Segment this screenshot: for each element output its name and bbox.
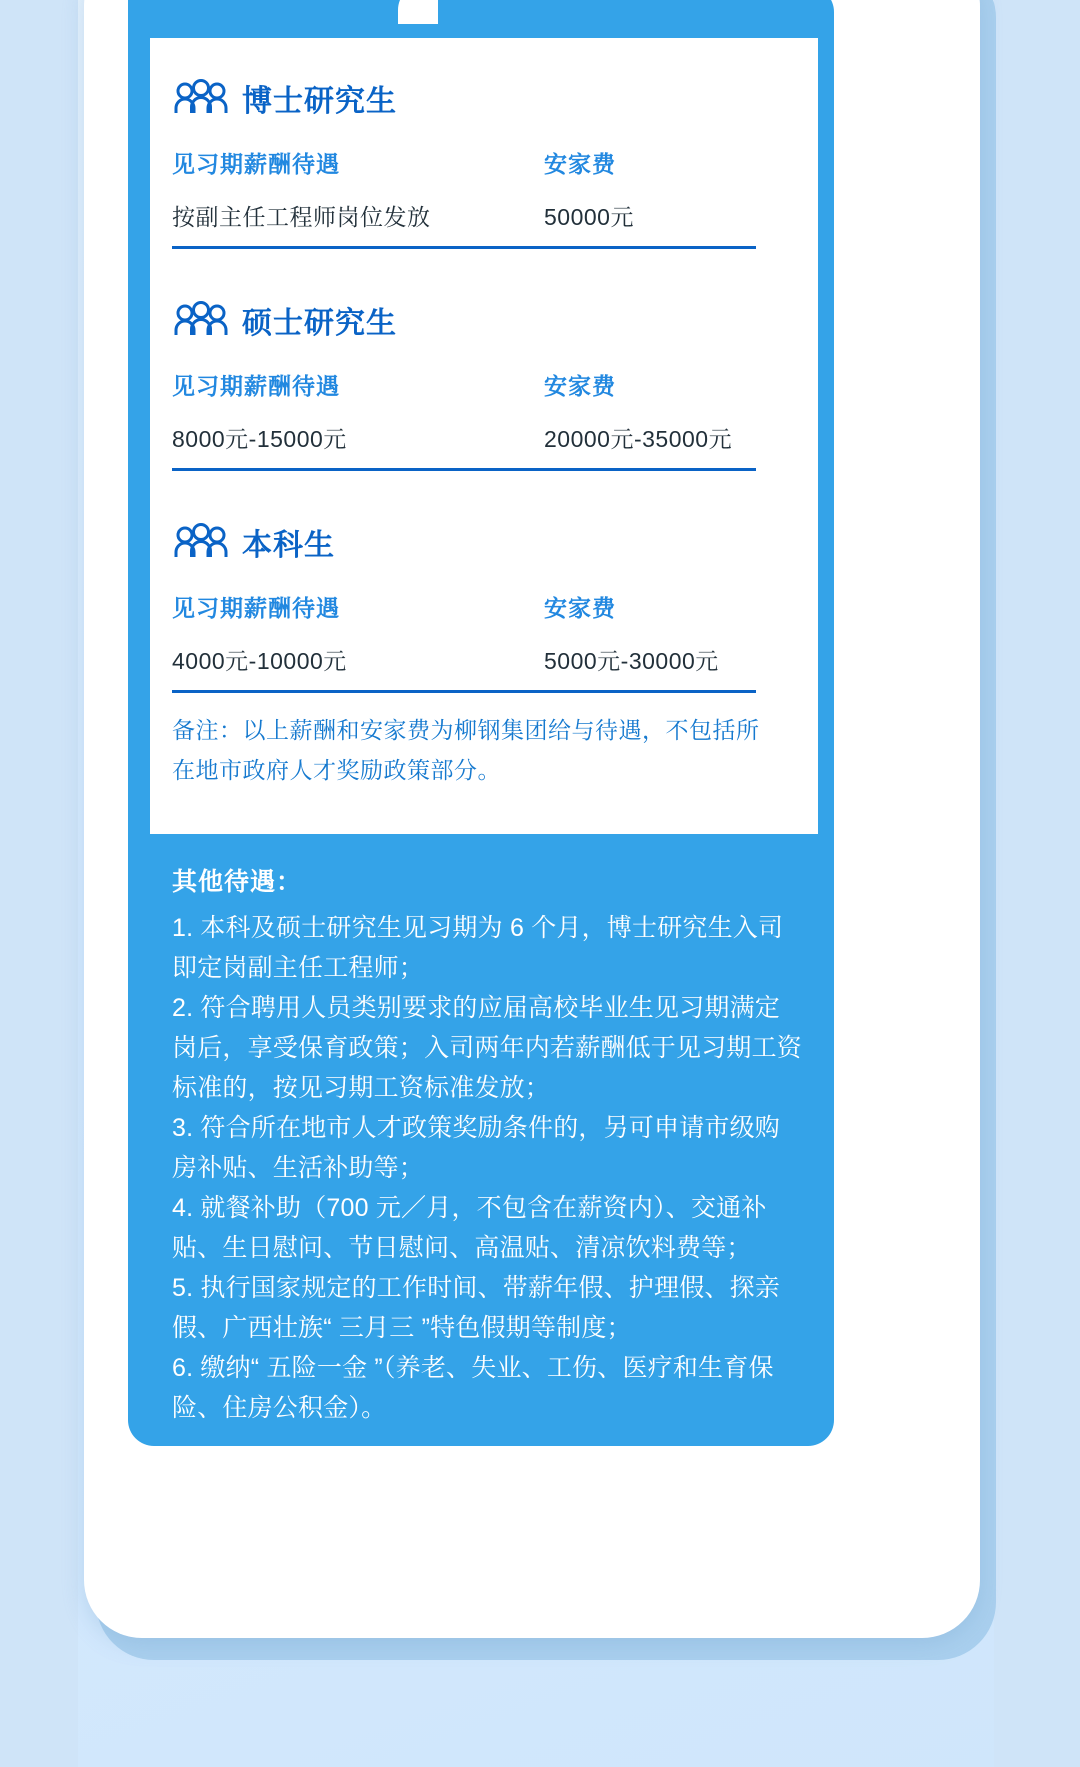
value-settling-fee: 5000元-30000元 [544, 648, 719, 674]
blue-panel-notch-curve [398, 0, 438, 24]
other-benefits-item: 3. 符合所在地市人才政策奖励条件的，另可申请市级购房补贴、生活补助等； [172, 1114, 780, 1182]
section-title-doctor [172, 76, 784, 120]
other-benefits-item: 4. 就餐补助（700 元／月，不包含在薪资内）、交通补贴、生日慰问、节日慰问、高温贴、清凉饮料费等； [172, 1194, 767, 1262]
header-settling-fee: 安家费 [544, 151, 616, 177]
value-salary: 4000元-10000元 [172, 648, 347, 674]
section-title-text: 硕士研究生 [242, 307, 397, 340]
salary-section-master [172, 298, 784, 454]
section-title-bachelor [172, 520, 784, 564]
other-benefits-title: 其他待遇： [172, 868, 303, 896]
value-settling-fee: 20000元-35000元 [544, 426, 733, 452]
salary-note: 备注：以上薪酬和安家费为柳钢集团给与待遇，不包括所在地市政府人才奖励政策部分。 [172, 717, 760, 783]
people-icon [172, 79, 230, 117]
value-row [172, 421, 784, 454]
section-divider [172, 246, 756, 249]
column-headers [172, 368, 784, 401]
section-title-text: 博士研究生 [242, 85, 397, 118]
value-settling-fee: 50000元 [544, 204, 634, 230]
value-row [172, 199, 784, 232]
salary-section-doctor [172, 76, 784, 232]
other-benefits-item: 6. 缴纳“ 五险一金 ”（养老、失业、工伤、医疗和生育保险、住房公积金）。 [172, 1354, 774, 1422]
other-benefits-item: 5. 执行国家规定的工作时间、带薪年假、护理假、探亲假、广西壮族“ 三月三 ”特色假期等制度； [172, 1274, 780, 1342]
blue-panel-notch [128, 0, 414, 20]
other-benefits [172, 862, 802, 1428]
column-headers [172, 590, 784, 623]
right-band [994, 0, 1080, 1767]
people-icon [172, 301, 230, 339]
value-row [172, 643, 784, 676]
column-headers [172, 146, 784, 179]
section-divider [172, 690, 756, 693]
header-settling-fee: 安家费 [544, 373, 616, 399]
salary-section-bachelor [172, 520, 784, 676]
salary-card [150, 38, 818, 834]
value-salary: 8000元-15000元 [172, 426, 347, 452]
other-benefits-item: 2. 符合聘用人员类别要求的应届高校毕业生见习期满定岗后，享受保育政策；入司两年内若薪酬低于见习期工资标准的，按见习期工资标准发放； [172, 994, 803, 1102]
header-salary: 见习期薪酬待遇 [172, 373, 340, 399]
header-settling-fee: 安家费 [544, 595, 616, 621]
other-benefits-item: 1. 本科及硕士研究生见习期为 6 个月，博士研究生入司即定岗副主任工程师； [172, 914, 784, 982]
value-salary: 按副主任工程师岗位发放 [172, 204, 431, 230]
left-band [0, 0, 78, 1767]
people-icon [172, 523, 230, 561]
header-salary: 见习期薪酬待遇 [172, 595, 340, 621]
section-title-master [172, 298, 784, 342]
section-title-text: 本科生 [242, 529, 335, 562]
section-divider [172, 468, 756, 471]
header-salary: 见习期薪酬待遇 [172, 151, 340, 177]
